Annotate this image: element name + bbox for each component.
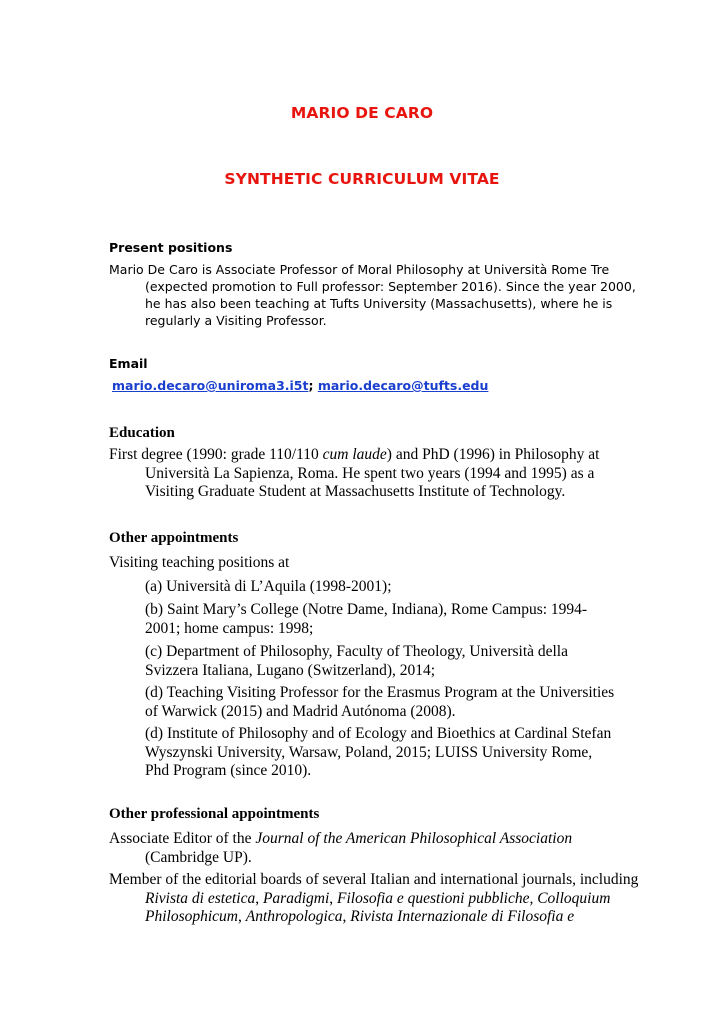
journal-paradigmi: Paradigmi (262, 889, 330, 907)
assoc-editor-b: (Cambridge UP). (145, 848, 252, 866)
assoc-editor-a: Associate Editor of the (109, 830, 256, 847)
education-text-a: First degree (1990: grade 110/110 (109, 446, 323, 463)
journal-filosofia-colloquium: Filosofia e questioni pubbliche, Colloquium Philosophicum (145, 889, 611, 925)
journal-rivista-internazionale: Rivista Internazionale di Filosofia e (350, 908, 575, 925)
editorial-boards-text (109, 871, 657, 927)
appointment-item-b: (b) Saint Mary’s College (Notre Dame, Indiana), Rome Campus: 1994-2001; home campus: 1998; (145, 601, 588, 637)
education-text-b: ) and PhD (1996) in Philosophy at Università La Sapienza, Roma. He spent two years (1994 and 1995) as a Visiting Graduate Student at Massachusetts Institute of Technology. (145, 446, 600, 500)
email-separator: ; (308, 378, 314, 393)
cv-name-title: MARIO DE CARO (290, 104, 434, 122)
other-professional-heading: Other professional appointments (109, 806, 320, 822)
email-link-uniroma[interactable]: mario.decaro@uniroma3.i5t (112, 378, 309, 393)
present-positions-text: Mario De Caro is Associate Professor of Moral Philosophy at Università Rome Tre (expected promotion to Full professor: September 2016). Since the year 2000, he has also been teaching at Tufts University (Massachusetts), where he is regularly a Visiting Professor. (109, 262, 636, 328)
appointment-item-c: (c) Department of Philosophy, Faculty of Theology, Università della Svizzera Italiana, Lugano (Switzerland), 2014; (145, 643, 568, 679)
email-heading: Email (109, 356, 148, 371)
email-line (112, 378, 488, 393)
boards-sep-1: , (255, 889, 263, 907)
education-heading: Education (109, 425, 175, 441)
cv-subtitle: SYNTHETIC CURRICULUM VITAE (224, 170, 500, 188)
present-positions-heading: Present positions (109, 240, 233, 255)
education-text (109, 446, 645, 502)
journal-anthropologica: Anthropologica (245, 908, 343, 925)
other-appointments-intro: Visiting teaching positions at (109, 554, 290, 571)
boards-sep-2: , (329, 889, 338, 907)
appointment-item-d: (d) Teaching Visiting Professor for the Erasmus Program at the Universities of Warwick (2015) and Madrid Autónoma (2008). (145, 684, 615, 720)
appointment-item-a: (a) Università di L’Aquila (1998-2001); (145, 578, 392, 595)
education-text-italic: cum laude (322, 446, 387, 463)
appointment-item-e: (d) Institute of Philosophy and of Ecology and Bioethics at Cardinal Stefan Wyszynski University, Warsaw, Poland, 2015; LUISS University Rome, Phd Program (since 2010). (145, 725, 612, 779)
boards-sep-3: , (238, 908, 246, 925)
jApa-title: Journal of the American Philosophical Association (255, 830, 573, 847)
associate-editor-text (109, 830, 605, 867)
boards-a: Member of the editorial boards of several Italian and international journals, including (109, 871, 639, 888)
boards-sep-4: , (342, 908, 351, 925)
journal-rivista-estetica: Rivista di estetica (145, 889, 256, 907)
other-appointments-heading: Other appointments (109, 530, 239, 546)
email-link-tufts[interactable]: mario.decaro@tufts.edu (317, 378, 489, 393)
